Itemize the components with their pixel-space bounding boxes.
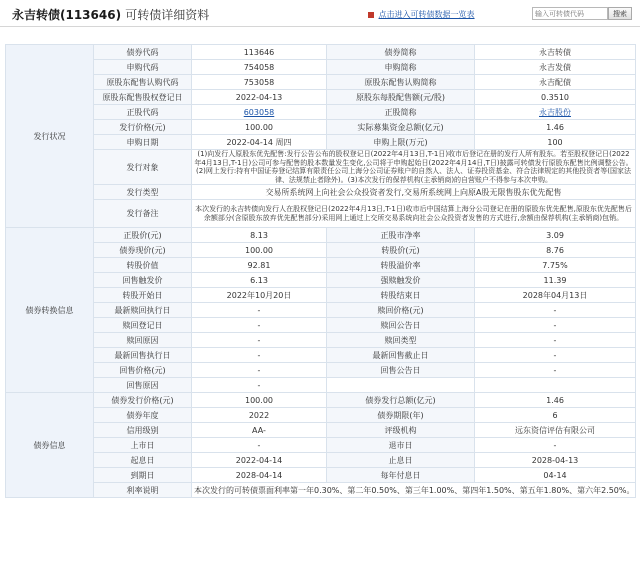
search-button[interactable]: 搜索 (608, 7, 632, 20)
rate-value: 本次发行的可转债票面利率第一年0.30%、第二年0.50%、第三年1.00%、第四年1.50%、第五年1.80%、第六年2.50%。 (192, 483, 636, 498)
stock-name-link[interactable]: 永吉股份 (539, 107, 571, 117)
label: 回售原因 (94, 378, 192, 393)
table-row (6, 363, 636, 378)
raised-value: 1.46 (475, 120, 636, 135)
label: 申购日期 (94, 135, 192, 150)
label: 实际募集资金总额(亿元) (327, 120, 475, 135)
data-list-link-wrap (368, 9, 475, 20)
conv-value-value: 92.81 (192, 258, 327, 273)
label: 发行对象 (94, 150, 192, 185)
bond-title: 永吉转债(113646) (12, 8, 122, 22)
label: 债券发行总额(亿元) (327, 393, 475, 408)
label: 原股东配售认购代码 (94, 75, 192, 90)
conv-start-value: 2022年10月20日 (192, 288, 327, 303)
table-row (6, 483, 636, 498)
label: 回售价格(元) (94, 363, 192, 378)
call-reason-value: - (192, 333, 327, 348)
label: 申购简称 (327, 60, 475, 75)
latest-put-deadline-value: - (475, 348, 636, 363)
table-row (6, 105, 636, 120)
table-row (6, 75, 636, 90)
record-date-value: 2022-04-13 (192, 90, 327, 105)
bond-issue-size-value: 1.46 (475, 393, 636, 408)
bond-term-value: 6 (475, 408, 636, 423)
label: 债券发行价格(元) (94, 393, 192, 408)
label: 发行类型 (94, 185, 192, 200)
label: 赎回价格(元) (327, 303, 475, 318)
call-trigger-value: 11.39 (475, 273, 636, 288)
label: 正股代码 (94, 105, 192, 120)
table-row (6, 120, 636, 135)
section-bond: 债券信息 (6, 393, 94, 498)
label: 转股价值 (94, 258, 192, 273)
label: 债券简称 (327, 45, 475, 60)
table-row (6, 318, 636, 333)
page-header (0, 0, 640, 27)
bond-code-value: 113646 (192, 45, 327, 60)
sub-limit-value: 100 (475, 135, 636, 150)
empty-cell (475, 378, 636, 393)
arrow-icon (368, 12, 374, 18)
label: 债券现价(元) (94, 243, 192, 258)
table-row (6, 228, 636, 243)
call-type-value: - (475, 333, 636, 348)
stock-name-cell (475, 105, 636, 120)
interest-end-value: 2028-04-13 (475, 453, 636, 468)
table-row (6, 273, 636, 288)
label: 利率说明 (94, 483, 192, 498)
conv-end-value: 2028年04月13日 (475, 288, 636, 303)
label: 债券代码 (94, 45, 192, 60)
label: 转股价(元) (327, 243, 475, 258)
placement-name-value: 永吉配债 (475, 75, 636, 90)
table-row (6, 258, 636, 273)
table-row (6, 378, 636, 393)
label: 债券期限(年) (327, 408, 475, 423)
table-row (6, 303, 636, 318)
call-price-value: - (475, 303, 636, 318)
label: 正股市净率 (327, 228, 475, 243)
bond-issue-price-value: 100.00 (192, 393, 327, 408)
type-value: 交易所系统网上向社会公众投资者发行,交易所系统网上向原A股无限售股东优先配售 (192, 185, 636, 200)
table-row (6, 438, 636, 453)
label: 申购代码 (94, 60, 192, 75)
table-row (6, 408, 636, 423)
stock-code-link[interactable]: 603058 (243, 107, 275, 117)
label: 正股价(元) (94, 228, 192, 243)
sub-code-value: 754058 (192, 60, 327, 75)
search-input[interactable] (532, 7, 608, 20)
label: 起息日 (94, 453, 192, 468)
bond-price-value: 100.00 (192, 243, 327, 258)
table-row (6, 185, 636, 200)
page-title (12, 6, 209, 23)
label: 发行价格(元) (94, 120, 192, 135)
bond-detail-table (5, 44, 636, 498)
table-row (6, 348, 636, 363)
label: 赎回公告日 (327, 318, 475, 333)
label: 转股结束日 (327, 288, 475, 303)
label: 止息日 (327, 453, 475, 468)
label: 每年付息日 (327, 468, 475, 483)
put-price-value: - (192, 363, 327, 378)
label: 转股溢价率 (327, 258, 475, 273)
interest-start-value: 2022-04-14 (192, 453, 327, 468)
table-row (6, 200, 636, 228)
label: 回售公告日 (327, 363, 475, 378)
latest-put-exec-value: - (192, 348, 327, 363)
agency-value: 远东资信评估有限公司 (475, 423, 636, 438)
label: 退市日 (327, 438, 475, 453)
sub-date-value: 2022-04-14 周四 (192, 135, 327, 150)
empty-cell (327, 378, 475, 393)
label: 原股东每股配售额(元/股) (327, 90, 475, 105)
premium-value: 7.75% (475, 258, 636, 273)
issue-price-value: 100.00 (192, 120, 327, 135)
table-row (6, 243, 636, 258)
section-issue: 发行状况 (6, 45, 94, 228)
stock-code-cell (192, 105, 327, 120)
table-row (6, 288, 636, 303)
label: 赎回原因 (94, 333, 192, 348)
sub-name-value: 永吉发债 (475, 60, 636, 75)
bond-name-value: 永吉转债 (475, 45, 636, 60)
put-notice-value: - (475, 363, 636, 378)
label: 原股东配售认购简称 (327, 75, 475, 90)
per-share-value: 0.3510 (475, 90, 636, 105)
table-row (6, 333, 636, 348)
putback-trigger-value: 6.13 (192, 273, 327, 288)
bond-detail-table-wrap (5, 44, 635, 498)
label: 信用级别 (94, 423, 192, 438)
table-row (6, 423, 636, 438)
label: 原股东配售股权登记日 (94, 90, 192, 105)
label: 赎回登记日 (94, 318, 192, 333)
label: 强赎触发价 (327, 273, 475, 288)
bond-year-value: 2022 (192, 408, 327, 423)
label: 申购上限(万元) (327, 135, 475, 150)
label: 发行备注 (94, 200, 192, 228)
listing-value: - (192, 438, 327, 453)
table-row (6, 468, 636, 483)
table-row (6, 453, 636, 468)
label: 正股简称 (327, 105, 475, 120)
table-row (6, 393, 636, 408)
label: 上市日 (94, 438, 192, 453)
placement-code-value: 753058 (192, 75, 327, 90)
label: 最新赎回执行日 (94, 303, 192, 318)
label: 最新回售截止日 (327, 348, 475, 363)
label: 最新回售执行日 (94, 348, 192, 363)
call-notice-value: - (475, 318, 636, 333)
data-list-link[interactable]: 点击进入可转债数据一览表 (378, 10, 475, 19)
maturity-value: 2028-04-14 (192, 468, 327, 483)
rating-value: AA- (192, 423, 327, 438)
pay-date-value: 04-14 (475, 468, 636, 483)
pb-value: 3.09 (475, 228, 636, 243)
table-row (6, 60, 636, 75)
label: 转股开始日 (94, 288, 192, 303)
page-subtitle: 可转债详细资料 (125, 8, 210, 22)
table-row (6, 135, 636, 150)
conv-price-value: 8.76 (475, 243, 636, 258)
stock-price-value: 8.13 (192, 228, 327, 243)
remark-value: 本次发行的永吉转债向发行人在股权登记日(2022年4月13日,T-1日)收市后中国结算上海分公司登记在册的原股东优先配售,原股东优先配售后余额部分(含原股东放弃优先配售部分)采用网上通过上交所交易系统向社会公众投资者发售的方式进行,余额由保荐机构(主承销商)包销。 (192, 200, 636, 228)
table-row (6, 45, 636, 60)
call-reg-value: - (192, 318, 327, 333)
latest-call-exec-value: - (192, 303, 327, 318)
target-value: (1)向发行人原股东优先配售:发行公告公布的股权登记日(2022年4月13日,T-1日)收市后登记在册的发行人所有股东。若至股权登记日(2022年4月13日,T-1日)公司可参与配售的股本数量发生变化,公司将于申购起始日(2022年4月14日,T日)披露可转债发行原股东配售比例调整公告。(2)网上发行:持有中国证券登记结算有限责任公司上海分公司证券账户的自然人、法人、证券投资基金、符合法律规定的其他投资者等(国家法律、法规禁止者除外)。(3)本次发行的保荐机构(主承销商)的自营账户不得参与本次申购。 (192, 150, 636, 185)
label: 评级机构 (327, 423, 475, 438)
put-reason-value: - (192, 378, 327, 393)
table-row (6, 90, 636, 105)
label: 赎回类型 (327, 333, 475, 348)
label: 债券年度 (94, 408, 192, 423)
section-conversion: 债券转换信息 (6, 228, 94, 393)
label: 到期日 (94, 468, 192, 483)
label: 回售触发价 (94, 273, 192, 288)
delisting-value: - (475, 438, 636, 453)
